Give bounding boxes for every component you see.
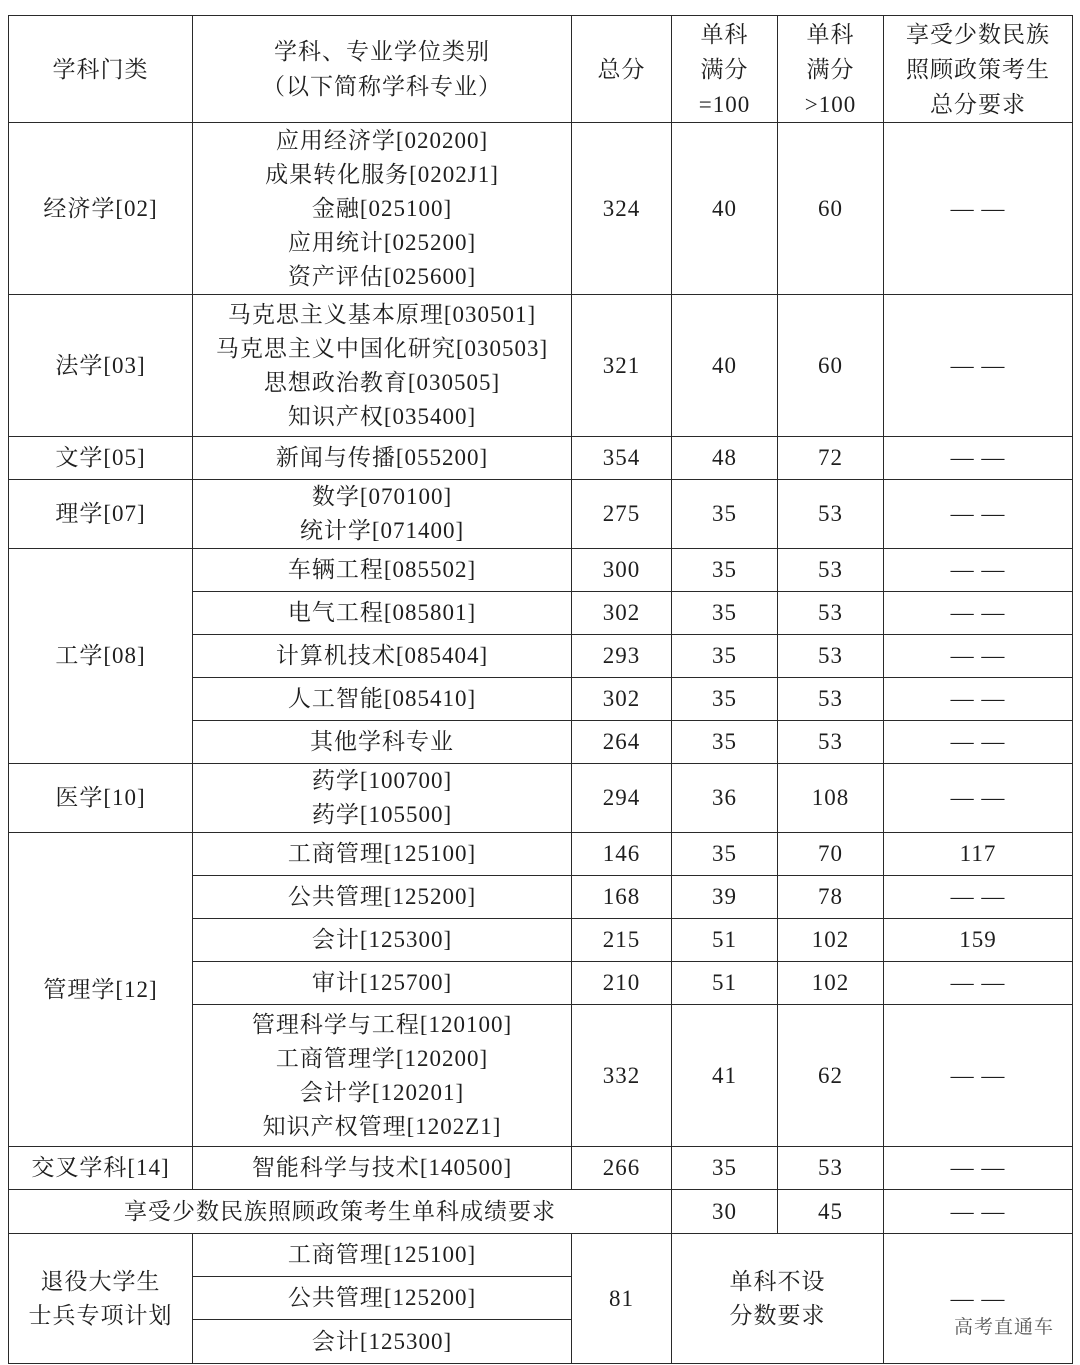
minority-total-cell-text: — — <box>950 195 1006 221</box>
total-score-cell <box>572 1234 672 1364</box>
single-gt100-cell <box>778 1005 884 1147</box>
subject-cell-text: 资产评估[025600] <box>287 263 477 289</box>
subject-cell-text: 数学[070100] <box>311 484 453 509</box>
single-gt100-cell-text: 72 <box>818 445 843 470</box>
total-score-cell-text: 321 <box>602 352 641 378</box>
minority-total-cell-text: — — <box>950 1062 1006 1088</box>
single-eq100-cell <box>672 833 778 876</box>
minority-total-cell-text: — — <box>950 686 1006 711</box>
minority-total-cell <box>884 295 1073 437</box>
single-note-cell <box>672 1234 884 1364</box>
minority-total-cell <box>884 721 1073 764</box>
subject-cell-text: 统计学[071400] <box>299 518 465 543</box>
subject-cell-text: 车辆工程[085502] <box>287 557 477 582</box>
table-row <box>9 295 1073 437</box>
subject-cell-text: 思想政治教育[030505] <box>263 369 501 395</box>
minority-single-label <box>9 1190 672 1234</box>
total-score-cell <box>572 480 672 549</box>
minority-total-cell-text: 159 <box>959 927 997 952</box>
minority-total-cell-text: — — <box>950 643 1006 668</box>
subject-cell <box>193 295 572 437</box>
single-gt100-cell-text: 53 <box>818 643 843 668</box>
total-score-cell-text: 146 <box>602 841 641 866</box>
single-gt100-cell <box>778 721 884 764</box>
total-score-cell <box>572 678 672 721</box>
total-score-cell <box>572 764 672 833</box>
single-eq100-cell <box>672 764 778 833</box>
total-score-cell-text: 81 <box>609 1285 634 1311</box>
single-eq100-cell-text: 36 <box>712 785 737 810</box>
subject-cell-text: 新闻与传播[055200] <box>275 445 489 470</box>
subject-cell-text: 电气工程[085801] <box>287 600 477 625</box>
subject-cell <box>193 1234 572 1277</box>
subject-cell <box>193 764 572 833</box>
table-row <box>9 437 1073 480</box>
subject-cell-text: 成果转化服务[0202J1] <box>265 161 499 187</box>
single-eq100-cell <box>672 962 778 1005</box>
minority-total-cell <box>884 1005 1073 1147</box>
header-line: =100 <box>698 91 751 117</box>
single-note-cell-text: 单科不设 <box>729 1268 826 1294</box>
total-score-cell <box>572 1005 672 1147</box>
subject-cell-text: 应用经济学[020200] <box>275 127 489 153</box>
table-row <box>9 764 1073 833</box>
total-score-cell-text: 275 <box>602 501 641 526</box>
total-score-cell-text: 354 <box>602 445 641 470</box>
subject-cell <box>193 1320 572 1364</box>
total-score-cell <box>572 592 672 635</box>
subject-cell <box>193 123 572 295</box>
minority-total-cell <box>884 592 1073 635</box>
total-score-cell-text: 266 <box>602 1155 641 1180</box>
category-cell <box>9 833 193 1147</box>
total-score-cell-text: 210 <box>602 970 641 995</box>
single-gt100-cell <box>778 919 884 962</box>
subject-cell <box>193 592 572 635</box>
subject-cell-text: 马克思主义中国化研究[030503] <box>215 335 549 361</box>
category-cell-text: 经济学[02] <box>43 195 158 221</box>
single-eq100-cell <box>672 437 778 480</box>
subject-cell-text: 药学[105500] <box>311 802 453 827</box>
total-score-cell <box>572 437 672 480</box>
single-eq100-cell <box>672 876 778 919</box>
single-gt100-cell <box>778 437 884 480</box>
total-score-cell-text: 294 <box>602 785 641 810</box>
header-subject-line: （以下简称学科专业） <box>262 74 502 99</box>
single-gt100-cell <box>778 1190 884 1234</box>
table-row <box>9 833 1073 876</box>
total-score-cell <box>572 833 672 876</box>
single-gt100-cell <box>778 295 884 437</box>
category-cell <box>9 437 193 480</box>
subject-cell <box>193 919 572 962</box>
category-cell-text: 交叉学科[14] <box>31 1155 170 1180</box>
header-line: 照顾政策考生 <box>906 56 1050 82</box>
single-eq100-cell-text: 35 <box>712 1155 737 1180</box>
minority-single-label-text: 享受少数民族照顾政策考生单科成绩要求 <box>124 1198 556 1224</box>
total-score-cell <box>572 1147 672 1190</box>
header-line: 单科 <box>806 21 855 47</box>
single-eq100-cell-text: 35 <box>712 643 737 668</box>
single-eq100-cell-text: 51 <box>712 970 737 995</box>
single-gt100-cell <box>778 833 884 876</box>
minority-total-cell-text: — — <box>950 884 1006 909</box>
single-eq100-cell-text: 35 <box>712 557 737 582</box>
subject-cell-text: 工商管理[125100] <box>287 1242 477 1267</box>
header-line: 单科 <box>700 21 749 47</box>
subject-cell-text: 其他学科专业 <box>310 729 454 754</box>
veteran-row <box>9 1234 1073 1277</box>
single-gt100-cell-text: 102 <box>811 927 850 952</box>
single-gt100-cell-text: 62 <box>818 1062 843 1088</box>
veteran-category-cell-text: 士兵专项计划 <box>28 1302 173 1328</box>
total-score-cell-text: 168 <box>602 884 641 909</box>
single-gt100-cell-text: 45 <box>818 1198 843 1224</box>
subject-cell <box>193 876 572 919</box>
total-score-cell-text: 215 <box>602 927 641 952</box>
total-score-cell <box>572 919 672 962</box>
score-requirements-table <box>8 15 1073 1364</box>
single-gt100-cell <box>778 549 884 592</box>
subject-cell-text: 公共管理[125200] <box>287 1285 477 1310</box>
table-row <box>9 1147 1073 1190</box>
single-eq100-cell-text: 48 <box>712 445 737 470</box>
subject-cell <box>193 437 572 480</box>
minority-total-cell-text: — — <box>950 352 1006 378</box>
subject-cell-text: 审计[125700] <box>311 970 453 995</box>
header-category <box>9 16 193 123</box>
minority-total-cell-text: — — <box>950 729 1006 754</box>
single-gt100-cell <box>778 1147 884 1190</box>
subject-cell-text: 会计学[120201] <box>299 1079 465 1105</box>
single-gt100-cell-text: 78 <box>818 884 843 909</box>
single-eq100-cell-text: 35 <box>712 729 737 754</box>
single-eq100-cell-text: 35 <box>712 686 737 711</box>
single-eq100-cell <box>672 1190 778 1234</box>
single-eq100-cell <box>672 1005 778 1147</box>
minority-total-cell-text: — — <box>950 785 1006 810</box>
minority-total-cell <box>884 833 1073 876</box>
single-eq100-cell-text: 51 <box>712 927 737 952</box>
subject-cell <box>193 480 572 549</box>
category-cell <box>9 480 193 549</box>
header-total <box>572 16 672 123</box>
table-row <box>9 480 1073 549</box>
single-gt100-cell <box>778 764 884 833</box>
total-score-cell <box>572 295 672 437</box>
header-category-text: 学科门类 <box>52 56 149 82</box>
single-gt100-cell-text: 102 <box>811 970 850 995</box>
single-eq100-cell <box>672 635 778 678</box>
minority-total-cell-text: — — <box>950 501 1006 526</box>
category-cell <box>9 123 193 295</box>
single-eq100-cell <box>672 919 778 962</box>
header-line: 总分要求 <box>930 91 1026 117</box>
minority-single-row <box>9 1190 1073 1234</box>
single-eq100-cell-text: 40 <box>712 195 737 221</box>
minority-total-cell-text: — — <box>950 1198 1006 1224</box>
subject-cell <box>193 962 572 1005</box>
total-score-cell-text: 302 <box>602 600 641 625</box>
veteran-category-cell-text: 退役大学生 <box>40 1268 161 1294</box>
subject-cell-text: 马克思主义基本原理[030501] <box>227 301 537 327</box>
single-eq100-cell <box>672 480 778 549</box>
single-eq100-cell-text: 41 <box>712 1062 737 1088</box>
minority-total-cell <box>884 1234 1073 1364</box>
subject-cell-text: 知识产权管理[1202Z1] <box>262 1113 502 1139</box>
header-single-eq100 <box>672 16 778 123</box>
subject-cell <box>193 549 572 592</box>
header-row <box>9 16 1073 123</box>
single-eq100-cell-text: 39 <box>712 884 737 909</box>
single-eq100-cell-text: 35 <box>712 501 737 526</box>
single-eq100-cell <box>672 592 778 635</box>
minority-total-cell <box>884 1190 1073 1234</box>
single-eq100-cell-text: 35 <box>712 600 737 625</box>
header-single-gt100 <box>778 16 884 123</box>
single-eq100-cell <box>672 123 778 295</box>
veteran-category-cell <box>9 1234 193 1364</box>
minority-total-cell-text: — — <box>950 600 1006 625</box>
table-row <box>9 549 1073 592</box>
subject-cell-text: 管理科学与工程[120100] <box>251 1011 513 1037</box>
minority-total-cell <box>884 876 1073 919</box>
header-line: 满分 <box>700 56 749 82</box>
subject-cell <box>193 1277 572 1320</box>
subject-cell-text: 智能科学与技术[140500] <box>251 1155 513 1180</box>
total-score-cell <box>572 635 672 678</box>
header-subject-line: 学科、专业学位类别 <box>274 39 490 64</box>
subject-cell-text: 药学[100700] <box>311 768 453 793</box>
subject-cell-text: 公共管理[125200] <box>287 884 477 909</box>
minority-total-cell-text: — — <box>950 445 1006 470</box>
total-score-cell-text: 324 <box>602 195 641 221</box>
category-cell <box>9 295 193 437</box>
minority-total-cell-text: — — <box>950 557 1006 582</box>
category-cell-text: 理学[07] <box>55 501 146 526</box>
minority-total-cell-text: — — <box>950 1155 1006 1180</box>
single-gt100-cell-text: 53 <box>818 557 843 582</box>
minority-total-cell <box>884 480 1073 549</box>
single-gt100-cell-text: 60 <box>818 352 843 378</box>
single-gt100-cell-text: 53 <box>818 686 843 711</box>
single-eq100-cell-text: 40 <box>712 352 737 378</box>
single-gt100-cell-text: 108 <box>811 785 850 810</box>
minority-total-cell-text: — — <box>950 1285 1006 1311</box>
total-score-cell <box>572 721 672 764</box>
minority-total-cell-text: — — <box>950 970 1006 995</box>
header-line: >100 <box>804 91 857 117</box>
single-gt100-cell <box>778 480 884 549</box>
minority-total-cell <box>884 549 1073 592</box>
category-cell-text: 文学[05] <box>55 445 146 470</box>
header-line: 享受少数民族 <box>906 21 1050 47</box>
single-gt100-cell <box>778 635 884 678</box>
single-gt100-cell <box>778 962 884 1005</box>
total-score-cell <box>572 123 672 295</box>
subject-cell <box>193 1147 572 1190</box>
subject-cell-text: 计算机技术[085404] <box>275 643 489 668</box>
subject-cell-text: 应用统计[025200] <box>287 229 477 255</box>
single-gt100-cell-text: 53 <box>818 501 843 526</box>
single-eq100-cell <box>672 678 778 721</box>
single-eq100-cell <box>672 721 778 764</box>
subject-cell-text: 工商管理[125100] <box>287 841 477 866</box>
single-note-cell-text: 分数要求 <box>729 1302 826 1328</box>
single-gt100-cell <box>778 592 884 635</box>
subject-cell-text: 知识产权[035400] <box>287 403 477 429</box>
minority-total-cell <box>884 635 1073 678</box>
header-line: 满分 <box>806 56 855 82</box>
single-gt100-cell-text: 53 <box>818 600 843 625</box>
total-score-cell-text: 302 <box>602 686 641 711</box>
total-score-cell-text: 264 <box>602 729 641 754</box>
single-eq100-cell <box>672 549 778 592</box>
minority-total-cell-text: 117 <box>959 841 997 866</box>
single-eq100-cell <box>672 295 778 437</box>
single-eq100-cell-text: 30 <box>712 1198 737 1224</box>
category-cell <box>9 1147 193 1190</box>
single-gt100-cell-text: 70 <box>818 841 843 866</box>
table-row <box>9 123 1073 295</box>
category-cell-text: 法学[03] <box>55 352 146 378</box>
minority-total-cell <box>884 1147 1073 1190</box>
header-total-text: 总分 <box>597 56 646 82</box>
minority-total-cell <box>884 678 1073 721</box>
single-eq100-cell-text: 35 <box>712 841 737 866</box>
category-cell <box>9 549 193 764</box>
single-gt100-cell <box>778 678 884 721</box>
total-score-cell-text: 332 <box>602 1062 641 1088</box>
single-gt100-cell <box>778 123 884 295</box>
minority-total-cell <box>884 962 1073 1005</box>
total-score-cell <box>572 962 672 1005</box>
subject-cell <box>193 635 572 678</box>
minority-total-cell <box>884 764 1073 833</box>
subject-cell-text: 工商管理学[120200] <box>275 1045 489 1071</box>
minority-total-cell <box>884 437 1073 480</box>
single-gt100-cell-text: 53 <box>818 729 843 754</box>
header-minority-total <box>884 16 1073 123</box>
category-cell-text: 工学[08] <box>55 643 146 668</box>
single-gt100-cell-text: 53 <box>818 1155 843 1180</box>
subject-cell-text: 人工智能[085410] <box>287 686 477 711</box>
category-cell-text: 医学[10] <box>55 785 146 810</box>
single-eq100-cell <box>672 1147 778 1190</box>
subject-cell-text: 会计[125300] <box>311 1328 453 1354</box>
header-subject <box>193 16 572 123</box>
single-gt100-cell <box>778 876 884 919</box>
total-score-cell-text: 293 <box>602 643 641 668</box>
minority-total-cell <box>884 919 1073 962</box>
category-cell-text: 管理学[12] <box>43 976 158 1002</box>
subject-cell <box>193 721 572 764</box>
category-cell <box>9 764 193 833</box>
subject-cell-text: 会计[125300] <box>311 927 453 952</box>
subject-cell <box>193 1005 572 1147</box>
subject-cell-text: 金融[025100] <box>311 195 453 221</box>
subject-cell <box>193 678 572 721</box>
minority-total-cell <box>884 123 1073 295</box>
single-gt100-cell-text: 60 <box>818 195 843 221</box>
subject-cell <box>193 833 572 876</box>
total-score-cell <box>572 549 672 592</box>
total-score-cell-text: 300 <box>602 557 641 582</box>
watermark: 高考直通车 <box>953 1316 1054 1338</box>
total-score-cell <box>572 876 672 919</box>
